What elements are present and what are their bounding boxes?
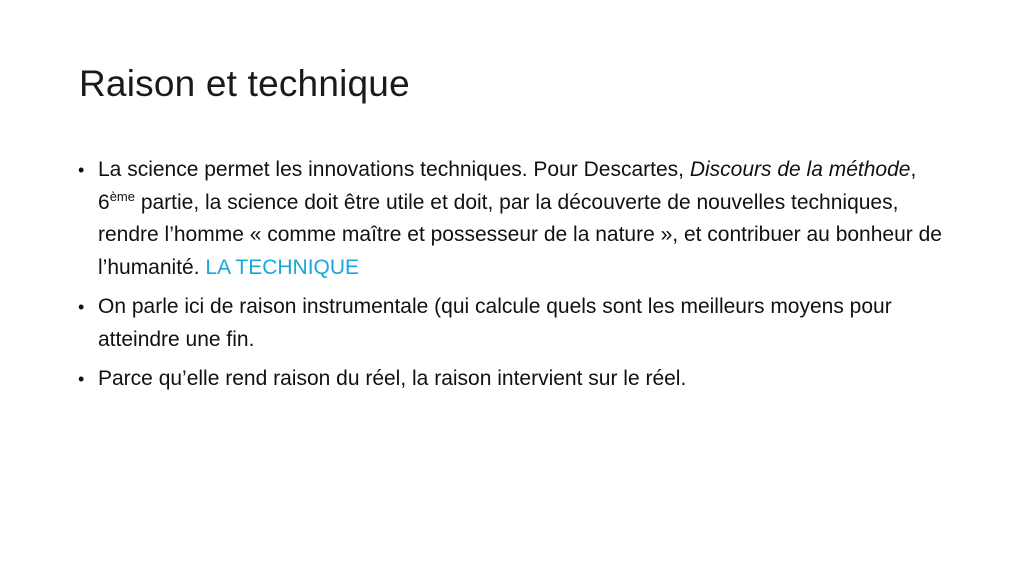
technique-link[interactable]: LA TECHNIQUE [205,255,360,279]
bullet-item [78,154,958,284]
slide-title: Raison et technique [79,63,410,104]
bullet-text: On parle ici de raison instrumentale (qui calcule quels sont les meilleurs moyens pour atteindre une fin. [98,295,892,351]
bullet-text: partie, la science doit être utile et doit, par la découverte de nouvelles techniques, rendre l’homme « comme maître et possesseur de la nature », et contribuer au bonheur de l’humanité. [98,190,942,279]
bullet-item [78,291,958,356]
bullet-text: La science permet les innovations techniques. Pour Descartes, [98,158,690,181]
bullet-text: , 6 [98,158,917,214]
bullet-text: Parce qu’elle rend raison du réel, la raison intervient sur le réel. [98,367,687,390]
bullet-glyph: • [78,369,85,389]
bullet-item [78,363,958,396]
bullet-glyph: • [78,297,85,317]
bullet-glyph: • [78,160,85,180]
bullet-list [78,154,958,403]
book-title: Discours de la méthode [689,158,911,181]
ordinal-superscript: ème [109,188,135,204]
